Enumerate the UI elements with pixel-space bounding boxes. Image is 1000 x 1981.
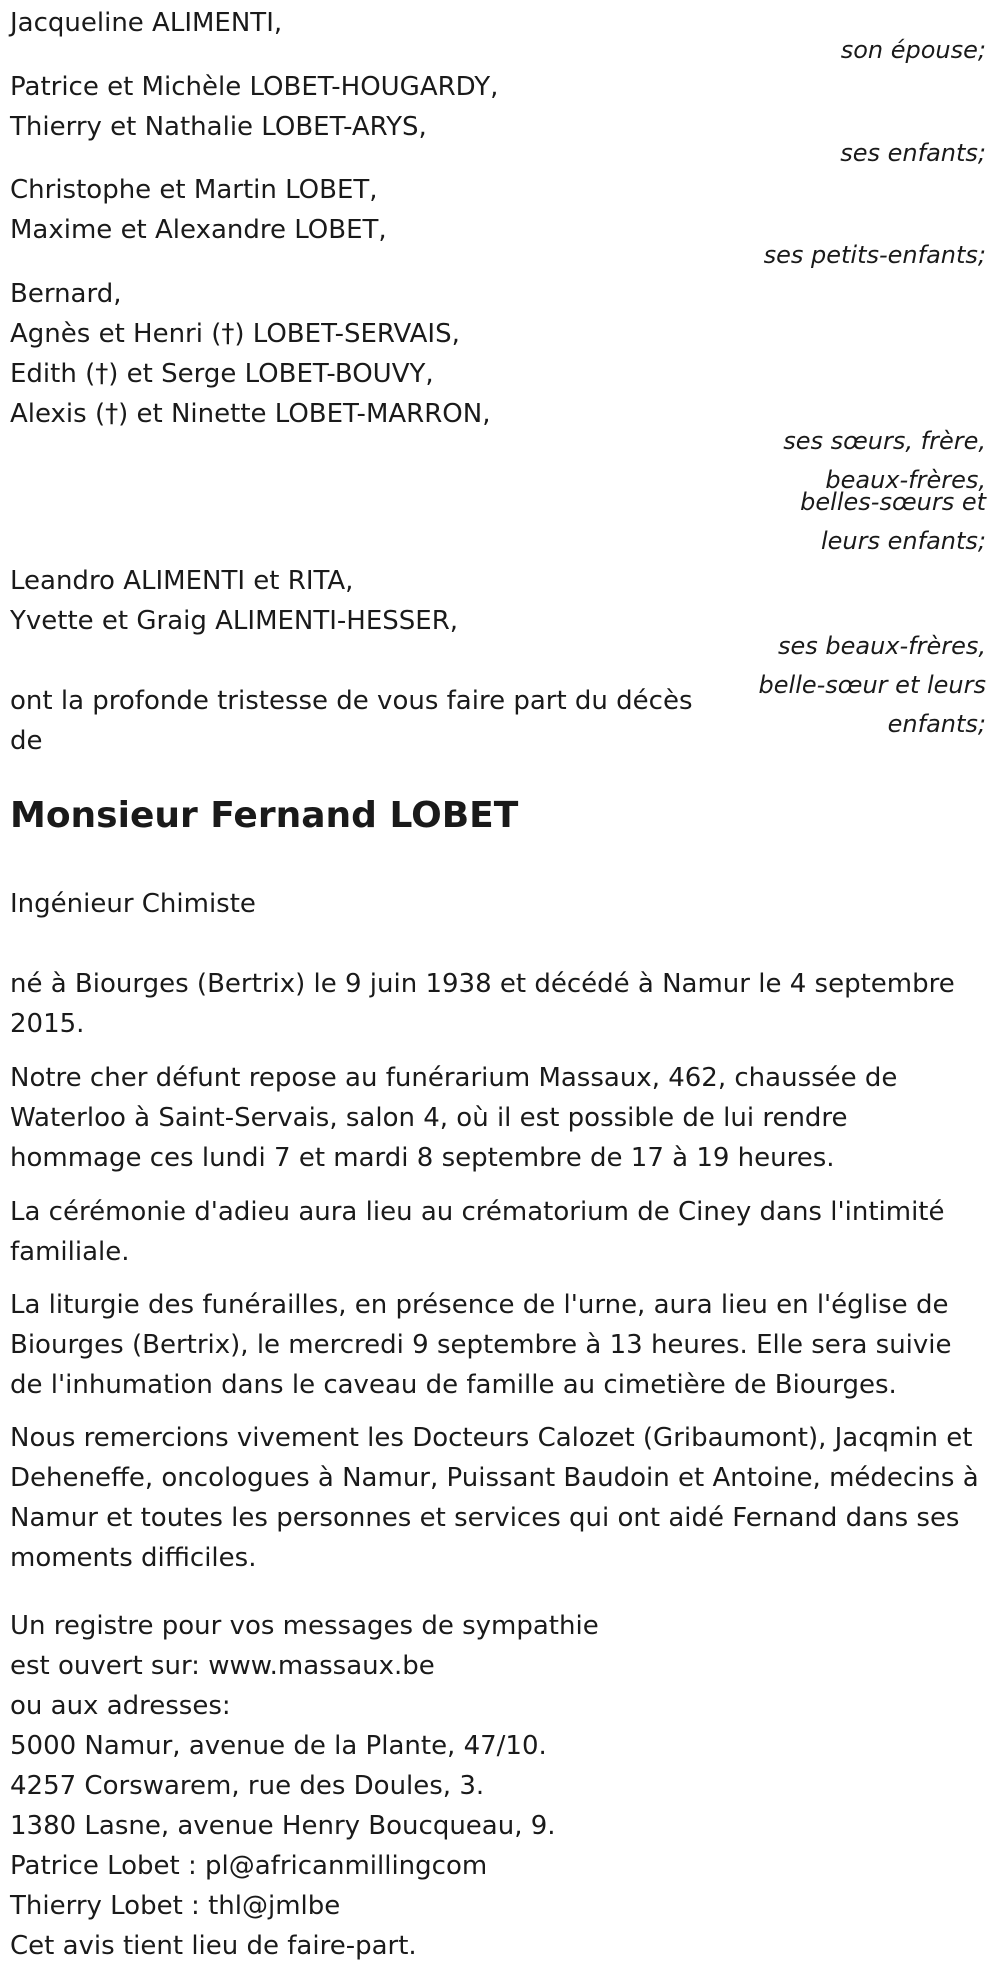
family-name-line: Leandro ALIMENTI et RITA,: [10, 566, 354, 596]
ceremony-paragraph: La cérémonie d'adieu aura lieu au crématorium de Ciney dans l'intimité familiale.: [10, 1197, 945, 1267]
deceased-profession: Ingénieur Chimiste: [10, 889, 256, 919]
birth-death-paragraph: né à Biourges (Bertrix) le 9 juin 1938 et décédé à Namur le 4 septembre 2015.: [10, 969, 955, 1039]
relation-label: son épouse;: [840, 36, 986, 64]
registry-line: Un registre pour vos messages de sympathie: [10, 1611, 599, 1641]
contact-email-line: Patrice Lobet : pl@africanmillingcom: [10, 1851, 488, 1881]
addresses-heading: ou aux adresses:: [10, 1691, 231, 1721]
thanks-paragraph: Nous remercions vivement les Docteurs Calozet (Gribaumont), Jacqmin et Deheneffe, oncologues à Namur, Puissant Baudoin et Antoine, médecins à Namur et toutes les personnes et services qui ont aidé Fernand dans ses moments difficiles.: [10, 1423, 979, 1573]
family-name-line: Agnès et Henri (†) LOBET-SERVAIS,: [10, 319, 460, 349]
contact-email-line: Thierry Lobet : thl@jmlbe: [10, 1891, 341, 1921]
relation-label: ses petits-enfants;: [763, 241, 986, 269]
family-name-line: Alexis (†) et Ninette LOBET-MARRON,: [10, 399, 491, 429]
deceased-name: Monsieur Fernand LOBET: [10, 795, 519, 836]
address-line: 1380 Lasne, avenue Henry Boucqueau, 9.: [10, 1811, 556, 1841]
relation-label: ses enfants;: [840, 139, 986, 167]
family-name-line: Christophe et Martin LOBET,: [10, 175, 378, 205]
relation-label-line: beaux-frères,: [825, 466, 986, 494]
relation-label-line: enfants;: [887, 710, 986, 738]
family-name-line: Edith (†) et Serge LOBET-BOUVY,: [10, 359, 434, 389]
relation-label-line: ses beaux-frères,: [777, 632, 986, 660]
registry-website-line: est ouvert sur: www.massaux.be: [10, 1651, 435, 1681]
closing-note: Cet avis tient lieu de faire-part.: [10, 1931, 417, 1961]
family-name-line: Yvette et Graig ALIMENTI-HESSER,: [10, 606, 459, 636]
family-name-line: Maxime et Alexandre LOBET,: [10, 215, 387, 245]
funeral-paragraph: La liturgie des funérailles, en présence de l'urne, aura lieu en l'église de Biourges (Bertrix), le mercredi 9 septembre à 13 heures. Elle sera suivie de l'inhumation dans le caveau de famille au cimetière de Biourges.: [10, 1290, 952, 1400]
address-line: 5000 Namur, avenue de la Plante, 47/10.: [10, 1731, 547, 1761]
relation-label-line: belle-sœur et leurs: [758, 671, 986, 699]
relation-label-line: belles-sœurs et: [800, 488, 986, 516]
relation-label-line: ses sœurs, frère,: [783, 427, 986, 455]
family-name-line: Thierry et Nathalie LOBET-ARYS,: [10, 112, 427, 142]
address-line: 4257 Corswarem, rue des Doules, 3.: [10, 1771, 485, 1801]
announcement-line: ont la profonde tristesse de vous faire part du décès: [10, 686, 693, 716]
relation-label-line: leurs enfants;: [821, 527, 986, 555]
announcement-line: de: [10, 726, 43, 756]
family-name-line: Jacqueline ALIMENTI,: [10, 8, 283, 38]
visitation-paragraph: Notre cher défunt repose au funérarium Massaux, 462, chaussée de Waterloo à Saint-Servais, salon 4, où il est possible de lui rendre hommage ces lundi 7 et mardi 8 septembre de 17 à 19 heures.: [10, 1063, 898, 1173]
family-name-line: Patrice et Michèle LOBET-HOUGARDY,: [10, 72, 499, 102]
family-name-line: Bernard,: [10, 279, 122, 309]
